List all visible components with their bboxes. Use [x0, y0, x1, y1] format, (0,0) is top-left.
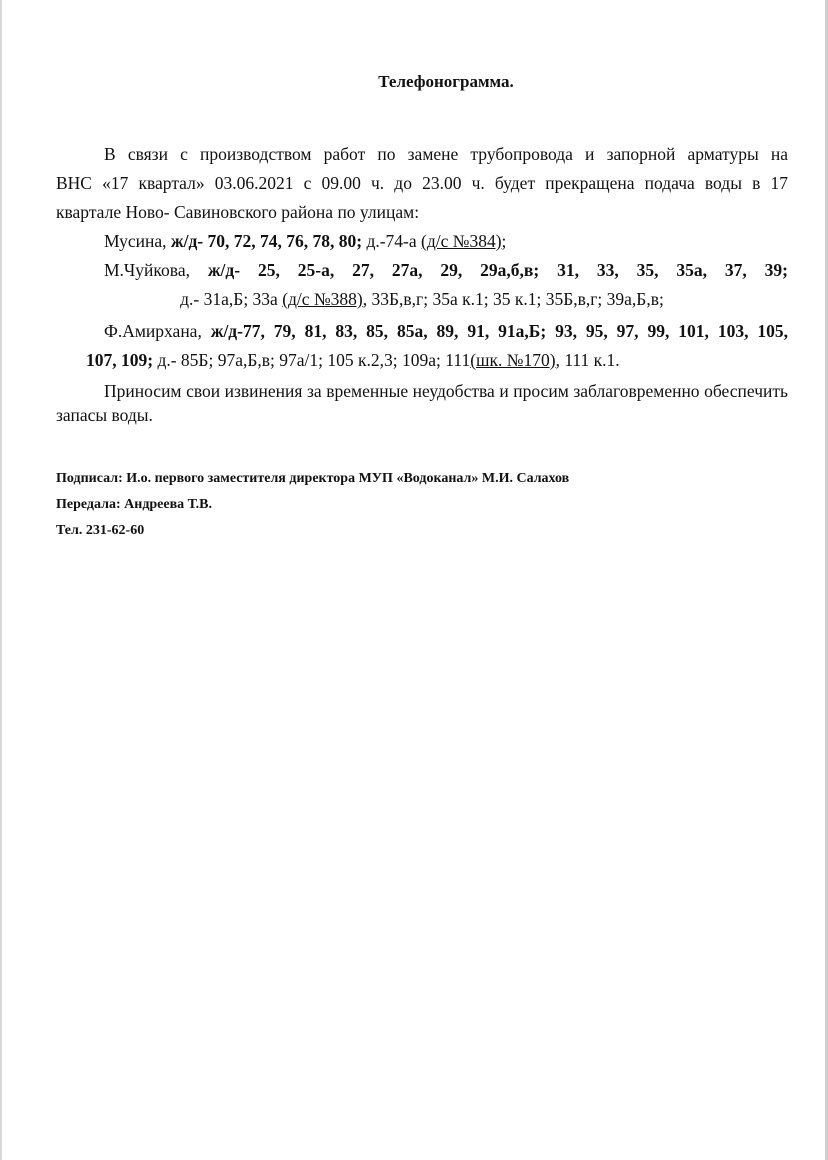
street-houses-plain: д.- 31а,Б; 33а: [180, 289, 283, 309]
street-houses-underlined: (д/с №388): [282, 289, 363, 309]
street-houses-bold: ж/д- 25, 25-а, 27, 27а, 29, 29а,б,в; 31, 33, 35, 35а, 37, 39;: [207, 260, 788, 280]
transmitted-by-line: Передала: Андреева Т.В.: [56, 497, 212, 512]
intro-paragraph-line-2: [56, 169, 788, 198]
street-houses-underlined: (д/с №384): [421, 231, 502, 251]
document-title: Телефонограмма.: [378, 72, 514, 91]
street-houses-bold: ж/д-77, 79, 81, 83, 85, 85а, 89, 91, 91а,Б; 93, 95, 97, 99, 101, 103, 105,: [210, 321, 788, 341]
street-houses-tail: ;: [501, 231, 507, 251]
intro-line-2: ВНС «17 квартал» 03.06.2021 с 09.00 ч. до 23.00 ч. будет прекращена подача воды в 17: [56, 173, 788, 193]
street-houses-tail: , 33Б,в,г; 35а к.1; 35 к.1; 35Б,в,г; 39а,Б,в;: [362, 289, 664, 309]
document-body: [56, 140, 788, 427]
street-houses-plain: д.- 85Б; 97а,Б,в; 97а/1; 105 к.2,3; 109а; 111: [153, 350, 471, 370]
intro-paragraph: [56, 140, 788, 169]
apology-paragraph: Приносим свои извинения за временные неудобства и просим заблаговременно обеспечить запасы воды.: [56, 381, 788, 425]
street-chuikova: [56, 256, 788, 285]
street-houses-underlined: (шк. №170): [470, 350, 556, 370]
intro-paragraph-line-3: [56, 198, 788, 227]
street-houses-tail: , 111 к.1.: [555, 350, 620, 370]
street-amirkhana-line-2: [56, 346, 788, 375]
street-houses-plain: д.-74-а: [362, 231, 422, 251]
street-name: Мусина,: [104, 231, 171, 251]
street-chuikova-line-2: [56, 285, 788, 314]
street-name: М.Чуйкова,: [104, 260, 208, 280]
street-amirkhana: [56, 317, 788, 346]
document-footer: [56, 466, 796, 544]
street-name: Ф.Амирхана,: [104, 321, 211, 341]
street-houses-bold: ж/д- 70, 72, 74, 76, 78, 80;: [170, 231, 363, 251]
intro-line-1: В связи с производством работ по замене трубопровода и запорной арматуры на: [104, 144, 788, 164]
street-musina: [56, 227, 788, 256]
signature-line: Подписал: И.о. первого заместителя директора МУП «Водоканал» М.И. Салахов: [56, 471, 570, 486]
phone-line: Тел. 231-62-60: [56, 523, 145, 538]
intro-line-3: квартале Ново- Савиновского района по улицам:: [56, 202, 420, 222]
street-houses-bold-2: 107, 109;: [86, 350, 154, 370]
